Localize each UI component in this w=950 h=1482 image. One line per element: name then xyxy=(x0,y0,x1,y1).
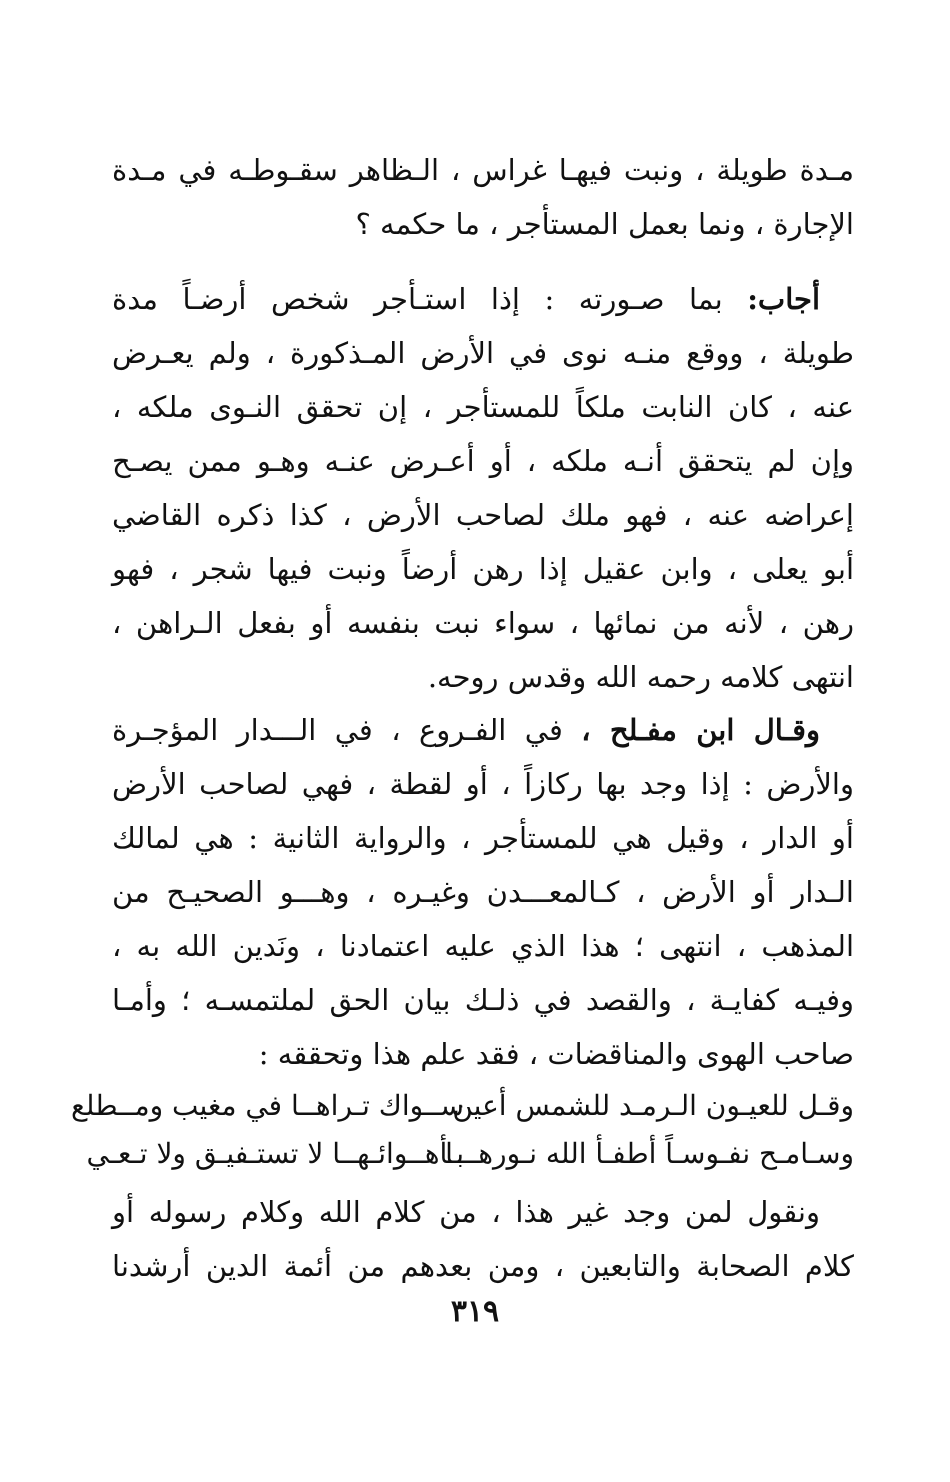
text-line: المذهب ، انتهى ؛ هذا الذي عليه اعتمادنا ، ونَدين الله به ، xyxy=(112,929,854,963)
text-line: مـدة طويلة ، ونبت فيهـا غراس ، الـظاهر سقـوطـه في مـدة xyxy=(112,153,854,187)
answer-lead: أجاب: xyxy=(747,282,821,316)
verse-first-hemistich: وسـامـح نفـوسـاً أطفـأ الله نـورهـــا xyxy=(445,1137,854,1170)
text-line: الإجارة ، ونما بعمل المستأجر ، ما حكمه ؟ xyxy=(355,207,854,241)
text-line: والأرض : إذا وجد بها ركازاً ، أو لقطة ، فهي لصاحب الأرض xyxy=(112,767,854,801)
text-line: إعراضه عنه ، فهو ملك لصاحب الأرض ، كذا ذكره القاضي xyxy=(112,498,854,532)
text-line: الـدار أو الأرض ، كـالمعـــدن وغيـره ، وهـــو الصحيـح من xyxy=(112,875,854,909)
paragraph-answer xyxy=(112,272,854,704)
paragraph-question xyxy=(112,143,854,251)
verse-first-hemistich: وقـل للعيـون الـرمـد للشمس أعين xyxy=(452,1089,854,1122)
text-fragment: في الفـروع ، في الـــدار المؤجـرة xyxy=(112,713,563,747)
text-line-first xyxy=(112,272,854,326)
text-fragment: بما صـورته : إذا استـأجر شخص أرضـاً مدة xyxy=(112,282,723,316)
paragraph-quote xyxy=(112,703,854,1081)
text-line: طويلة ، ووقع منـه نوى في الأرض المـذكورة ، ولم يعـرض xyxy=(112,336,854,370)
poem-verse xyxy=(71,1082,854,1130)
text-line: عنه ، كان النابت ملكاً للمستأجر ، إن تحقق النـوى ملكه ، xyxy=(112,390,854,424)
verse-second-hemistich: بـأهــوائـهــا لا تستـفيـق ولا تـعـي xyxy=(86,1137,464,1170)
page-number: ٣١٩ xyxy=(450,1294,500,1329)
text-line: انتهى كلامه رحمه الله وقدس روحه. xyxy=(427,660,854,694)
text-line: صاحب الهوى والمناقضات ، فقد علم هذا وتحققه : xyxy=(258,1037,854,1071)
text-line: أبو يعلى ، وابن عقيل إذا رهن أرضاً ونبت فيها شجر ، فهو xyxy=(112,552,854,586)
text-line: كلام الصحابة والتابعين ، ومن بعدهم من أئمة الدين أرشدنا xyxy=(112,1249,854,1283)
text-line-first xyxy=(112,703,854,757)
text-line: وفيـه كفايـة ، والقصد في ذلـك بيان الحق لملتمسـه ؛ وأمـا xyxy=(112,983,854,1017)
poem xyxy=(71,1082,854,1178)
paragraph-closing xyxy=(112,1185,854,1293)
quote-lead: وقـال ابن مفـلح ، xyxy=(581,713,820,747)
text-line: وإن لم يتحقق أنـه ملكه ، أو أعـرض عنـه وهـو ممن يصـح xyxy=(112,444,854,478)
poem-verse xyxy=(86,1130,854,1178)
text-line-first: ونقول لمن وجد غير هذا ، من كلام الله وكلام رسوله أو xyxy=(112,1195,820,1229)
text-line: أو الدار ، وقيل هي للمستأجر ، والرواية الثانية : هي لمالك xyxy=(112,821,854,855)
verse-second-hemistich: ســواك تـراهــا في مغيب ومــطلع xyxy=(71,1089,464,1122)
text-line: رهن ، لأنه من نمائها ، سواء نبت بنفسه أو بفعل الـراهن ، xyxy=(112,606,854,640)
